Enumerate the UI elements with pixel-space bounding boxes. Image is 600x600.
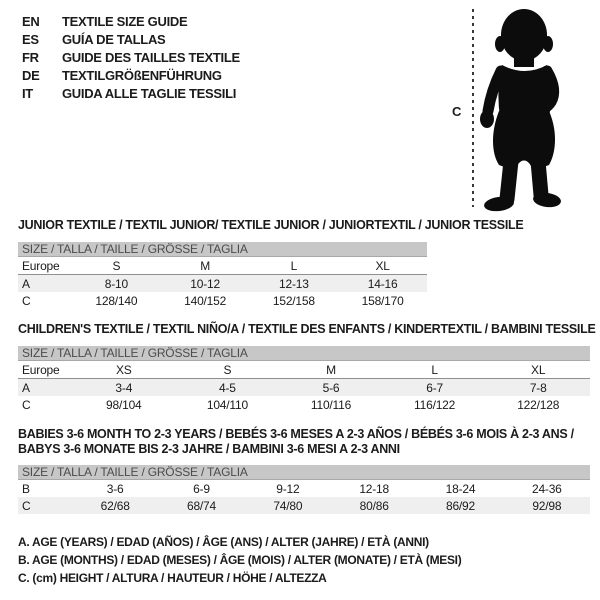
value-cell: M bbox=[326, 362, 336, 377]
table-row bbox=[18, 497, 590, 514]
baby-silhouette-icon bbox=[477, 5, 577, 212]
language-code: EN bbox=[22, 14, 40, 29]
value-cell: 74/80 bbox=[273, 498, 303, 513]
size-table-children bbox=[18, 346, 590, 413]
table-size-header: SIZE / TALLA / TAILLE / GRÖSSE / TAGLIA bbox=[18, 465, 590, 480]
row-label-cell: C bbox=[22, 498, 31, 513]
size-table-junior bbox=[18, 242, 427, 309]
value-cell: XL bbox=[375, 258, 390, 273]
value-cell: 3-6 bbox=[106, 481, 124, 496]
section-title: BABYS 3-6 MONATE BIS 2-3 JAHRE / BAMBINI 3-6 MESI A 2-3 ANNI bbox=[18, 442, 400, 456]
table-row bbox=[18, 361, 590, 379]
value-cell: M bbox=[200, 258, 211, 273]
value-cell: 62/68 bbox=[100, 498, 130, 513]
value-cell: 110/116 bbox=[310, 397, 352, 412]
language-row bbox=[22, 31, 240, 49]
table-size-header: SIZE / TALLA / TAILLE / GRÖSSE / TAGLIA bbox=[18, 242, 427, 257]
row-label-cell: Europe bbox=[22, 258, 60, 273]
value-cell: 5-6 bbox=[322, 380, 340, 395]
value-cell: 122/128 bbox=[517, 397, 560, 412]
table-size-header: SIZE / TALLA / TAILLE / GRÖSSE / TAGLIA bbox=[18, 346, 590, 361]
value-cell: 4-5 bbox=[219, 380, 236, 395]
value-cell: XL bbox=[531, 362, 546, 377]
row-label-cell: Europe bbox=[22, 362, 60, 377]
value-cell: 6-9 bbox=[193, 481, 210, 496]
height-dashed-line bbox=[472, 9, 474, 207]
value-cell: 116/122 bbox=[414, 397, 456, 412]
language-row bbox=[22, 13, 240, 31]
value-cell: 8-10 bbox=[104, 276, 128, 291]
section-children bbox=[18, 322, 596, 413]
row-label-cell: C bbox=[22, 293, 31, 308]
table-row bbox=[18, 396, 590, 413]
row-label-cell: A bbox=[22, 276, 30, 291]
table-row bbox=[18, 480, 590, 497]
language-guide bbox=[22, 13, 240, 103]
value-cell: 9-12 bbox=[276, 481, 300, 496]
value-cell: 104/110 bbox=[206, 397, 248, 412]
language-row bbox=[22, 85, 240, 103]
language-label: GUIDA ALLE TAGLIE TESSILI bbox=[62, 86, 237, 101]
language-code: DE bbox=[22, 68, 40, 83]
value-cell: 7-8 bbox=[529, 380, 547, 395]
value-cell: 80/86 bbox=[359, 498, 389, 513]
value-cell: 98/104 bbox=[106, 397, 142, 412]
language-label: GUIDE DES TAILLES TEXTILE bbox=[62, 50, 240, 65]
footnote-line: B. AGE (MONTHS) / EDAD (MESES) / ÂGE (MOIS) / ALTER (MONATE) / ETÀ (MESI) bbox=[18, 553, 462, 567]
footnote-line: A. AGE (YEARS) / EDAD (AÑOS) / ÂGE (ANS) / ALTER (JAHRE) / ETÀ (ANNI) bbox=[18, 535, 429, 549]
value-cell: 140/152 bbox=[184, 293, 227, 308]
footnote-line: C. (cm) HEIGHT / ALTURA / HAUTEUR / HÖHE / ALTEZZA bbox=[18, 571, 327, 585]
section-title: BABIES 3-6 MONTH TO 2-3 YEARS / BEBÉS 3-6 MESES A 2-3 AÑOS / BÉBÉS 3-6 MOIS À 2-3 ANS / bbox=[18, 427, 574, 441]
row-label-cell: B bbox=[22, 481, 30, 496]
language-label: GUÍA DE TALLAS bbox=[62, 32, 166, 47]
value-cell: 68/74 bbox=[186, 498, 216, 513]
language-code: ES bbox=[22, 32, 39, 47]
language-label: TEXTILGRÖßENFÜHRUNG bbox=[62, 68, 222, 83]
table-row bbox=[18, 379, 590, 396]
section-title: JUNIOR TEXTILE / TEXTIL JUNIOR/ TEXTILE JUNIOR / JUNIORTEXTIL / JUNIOR TESSILE bbox=[18, 218, 524, 232]
footnotes bbox=[18, 533, 461, 587]
section-junior bbox=[18, 218, 524, 309]
section-title: CHILDREN'S TEXTILE / TEXTIL NIÑO/A / TEXTILE DES ENFANTS / KINDERTEXTIL / BAMBINI TESSILE bbox=[18, 322, 596, 336]
height-marker-label: C bbox=[452, 104, 462, 119]
value-cell: 18-24 bbox=[445, 481, 476, 496]
value-cell: 128/140 bbox=[95, 293, 138, 308]
value-cell: 12-13 bbox=[279, 276, 309, 291]
value-cell: S bbox=[223, 362, 232, 377]
value-cell: L bbox=[290, 258, 298, 273]
value-cell: 3-4 bbox=[115, 380, 133, 395]
size-table-babies bbox=[18, 465, 590, 514]
language-code: IT bbox=[22, 86, 33, 101]
row-label-cell: A bbox=[22, 380, 30, 395]
language-code: FR bbox=[22, 50, 39, 65]
value-cell: 6-7 bbox=[426, 380, 443, 395]
table-row bbox=[18, 257, 427, 275]
language-row bbox=[22, 49, 240, 67]
language-label: TEXTILE SIZE GUIDE bbox=[62, 14, 188, 29]
table-row bbox=[18, 292, 427, 309]
value-cell: L bbox=[431, 362, 438, 377]
value-cell: S bbox=[112, 258, 121, 273]
section-babies bbox=[18, 427, 590, 514]
value-cell: 10-12 bbox=[190, 276, 220, 291]
value-cell: 92/98 bbox=[532, 498, 562, 513]
value-cell: 86/92 bbox=[445, 498, 475, 513]
value-cell: 12-18 bbox=[359, 481, 390, 496]
value-cell: 152/158 bbox=[272, 293, 315, 308]
value-cell: 14-16 bbox=[367, 276, 398, 291]
row-label-cell: C bbox=[22, 397, 31, 412]
language-row bbox=[22, 67, 240, 85]
value-cell: 24-36 bbox=[531, 481, 562, 496]
value-cell: XS bbox=[115, 362, 132, 377]
table-row bbox=[18, 275, 427, 292]
value-cell: 158/170 bbox=[361, 293, 404, 308]
